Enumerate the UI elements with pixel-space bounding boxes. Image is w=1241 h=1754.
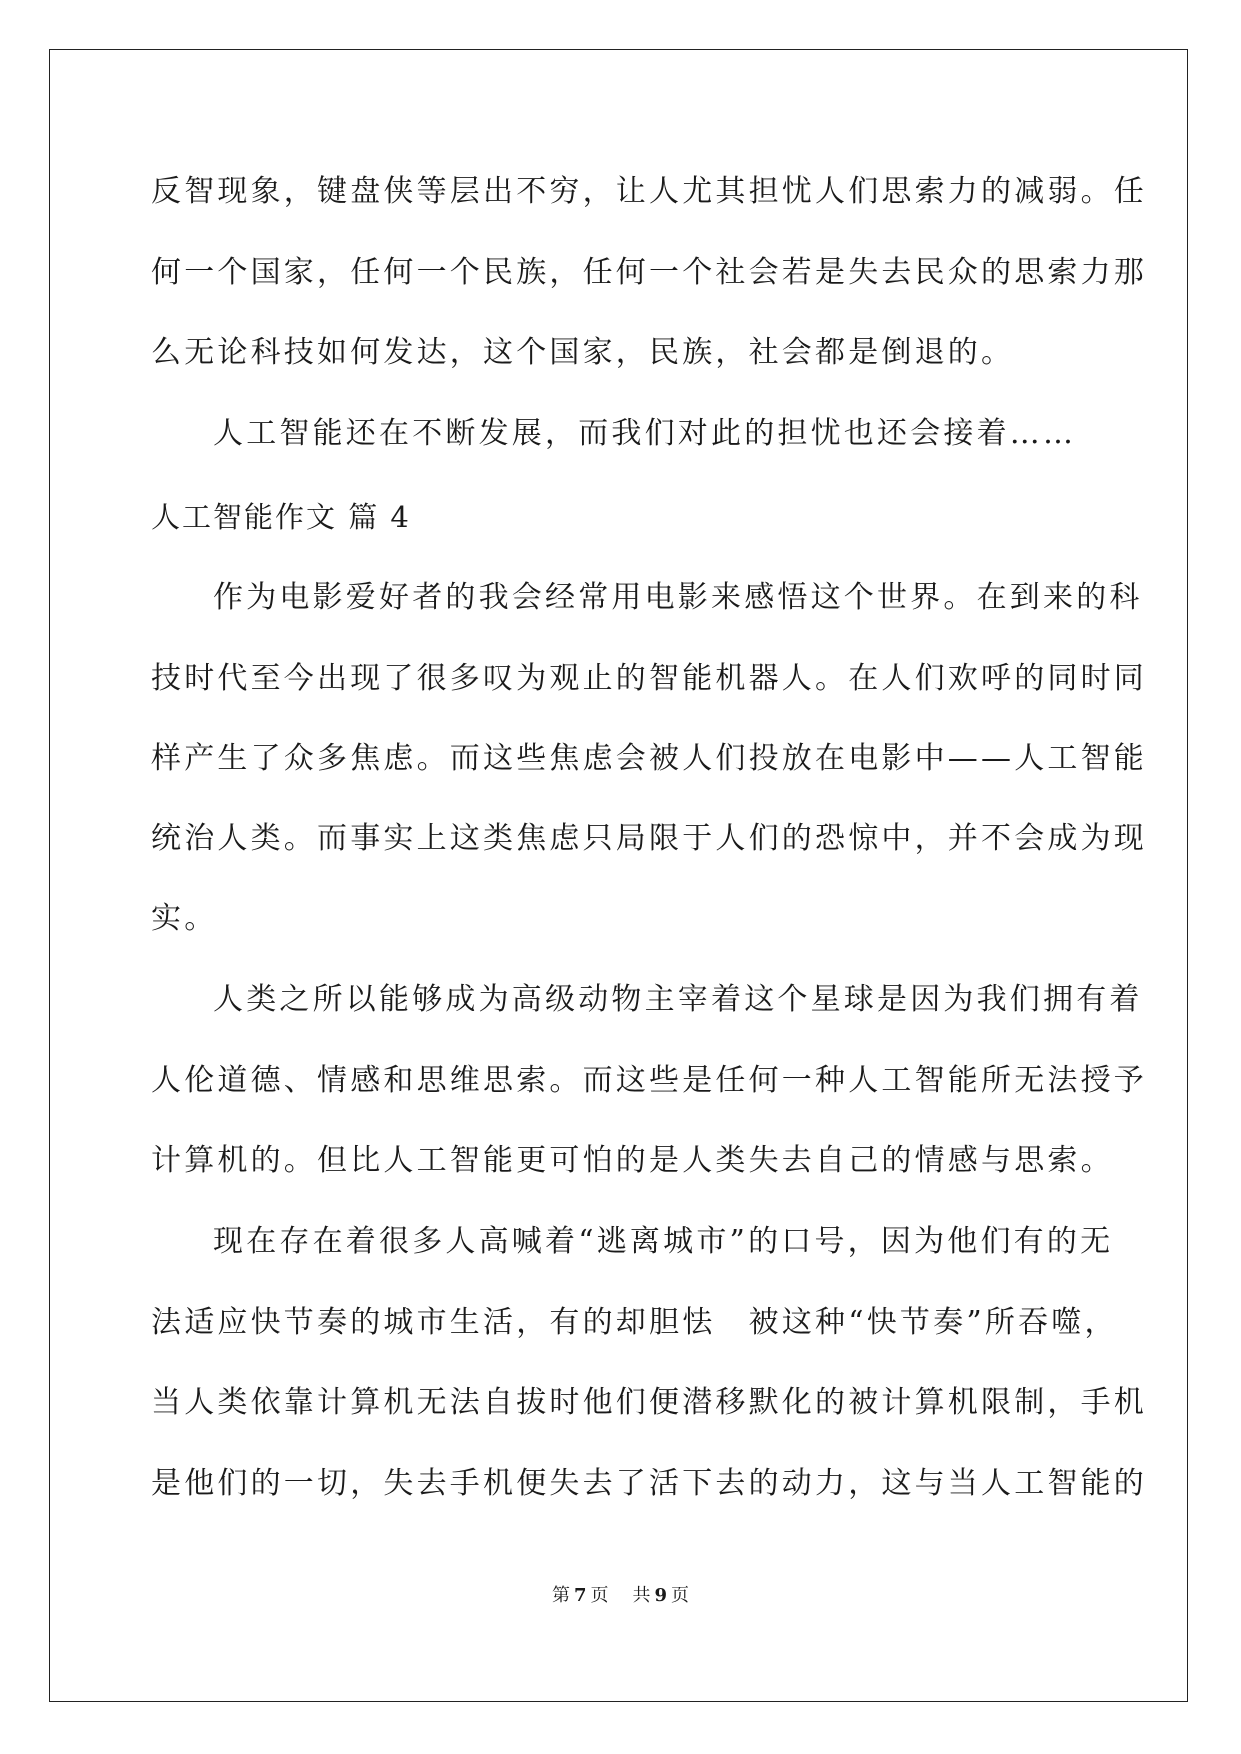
paragraph-3-line-5: 实。: [151, 901, 218, 936]
paragraph-4-line-2: 人伦道德、情感和思维思索。而这些是任何一种人工智能所无法授予: [151, 1063, 1147, 1098]
paragraph-1-line-1: 反智现象，键盘侠等层出不穷，让人尤其担忧人们思索力的减弱。任: [151, 174, 1147, 209]
paragraph-2: 人工智能还在不断发展，而我们对此的担忧也还会接着……: [213, 416, 1077, 451]
footer-total-unit: 页: [671, 1585, 690, 1606]
paragraph-1-line-2: 何一个国家，任何一个民族，任何一个社会若是失去民众的思索力那: [151, 255, 1147, 290]
paragraph-5-line-4: 是他们的一切，失去手机便失去了活下去的动力，这与当人工智能的: [151, 1466, 1147, 1501]
paragraph-4-line-1: 人类之所以能够成为高级动物主宰着这个星球是因为我们拥有着: [213, 982, 1143, 1017]
paragraph-5-line-2: 法适应快节奏的城市生活，有的却胆怯 被这种“快节奏”所吞噬，: [151, 1305, 1118, 1340]
total-pages-number: 9: [654, 1585, 668, 1606]
section-heading: 人工智能作文 篇 4: [151, 500, 411, 534]
footer-prefix: 第: [551, 1585, 570, 1606]
paragraph-3-line-4: 统治人类。而事实上这类焦虑只局限于人们的恐惊中，并不会成为现: [151, 821, 1147, 856]
current-page-number: 7: [573, 1585, 587, 1606]
page-border: [49, 49, 1188, 1702]
paragraph-3-line-3: 样产生了众多焦虑。而这些焦虑会被人们投放在电影中——人工智能: [151, 741, 1147, 776]
paragraph-5-line-3: 当人类依靠计算机无法自拔时他们便潜移默化的被计算机限制，手机: [151, 1385, 1147, 1420]
paragraph-1-line-3: 么无论科技如何发达，这个国家，民族，社会都是倒退的。: [151, 335, 1015, 370]
footer-total-prefix: 共: [632, 1585, 651, 1606]
paragraph-4-line-3: 计算机的。但比人工智能更可怕的是人类失去自己的情感与思索。: [151, 1143, 1114, 1178]
page-footer: [0, 1584, 1241, 1608]
paragraph-3-line-2: 技时代至今出现了很多叹为观止的智能机器人。在人们欢呼的同时同: [151, 661, 1147, 696]
footer-page-unit: 页: [590, 1585, 609, 1606]
paragraph-3-line-1: 作为电影爱好者的我会经常用电影来感悟这个世界。在到来的科: [213, 580, 1143, 615]
paragraph-5-line-1: 现在存在着很多人高喊着“逃离城市”的口号，因为他们有的无: [213, 1224, 1114, 1259]
